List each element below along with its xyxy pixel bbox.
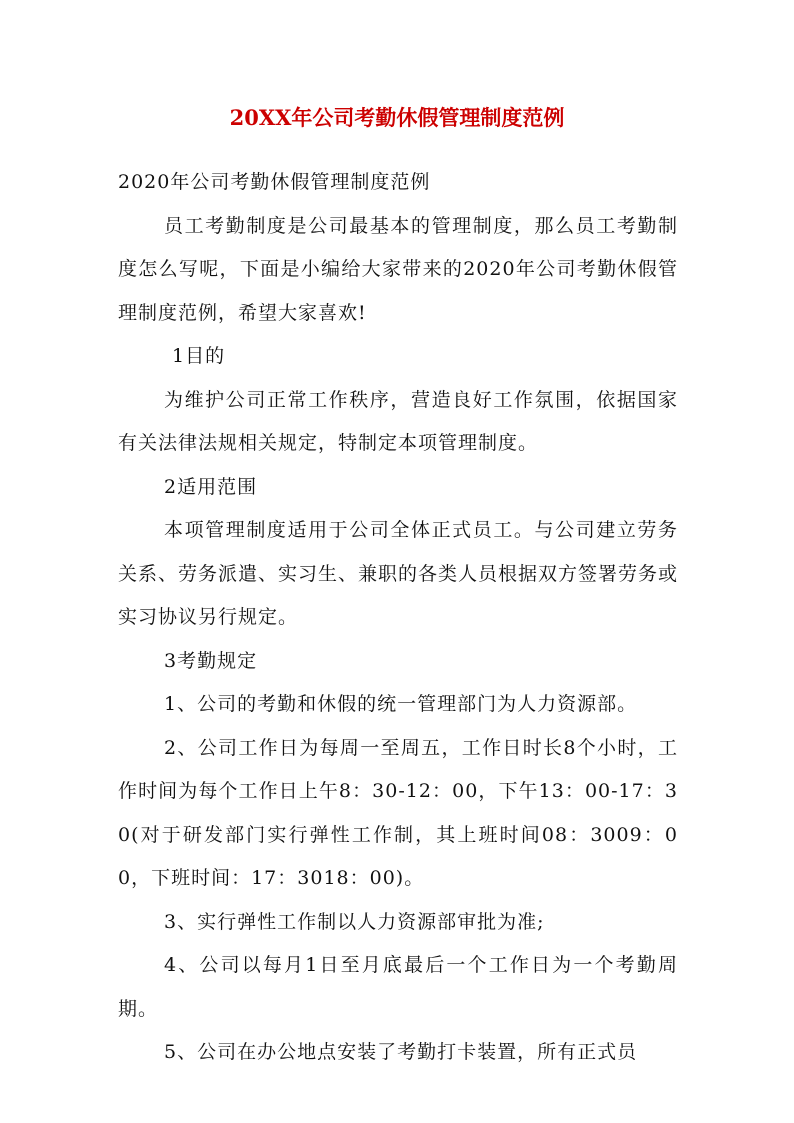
rule-item: 5、公司在办公地点安装了考勤打卡装置，所有正式员 bbox=[164, 1041, 638, 1063]
section-heading-attendance: 3考勤规定 bbox=[164, 649, 258, 672]
document-body bbox=[118, 161, 678, 1075]
section-heading-purpose: 1目的 bbox=[172, 345, 226, 367]
rule-item: 1、公司的考勤和休假的统一管理部门为人力资源部。 bbox=[164, 693, 638, 715]
document-title: 20XX年公司考勤休假管理制度范例 bbox=[229, 105, 565, 130]
paragraph-intro: 员工考勤制度是公司最基本的管理制度，那么员工考勤制度怎么写呢，下面是小编给大家带来的2020年公司考勤休假管理制度范例，希望大家喜欢! bbox=[118, 214, 678, 324]
rule-item: 2、公司工作日为每周一至周五，工作日时长8个小时，工作时间为每个工作日上午8：30-12：00，下午13：00-17：30(对于研发部门实行弹性工作制，其上班时间08：3009：00，下班时间：17：3018：00)。 bbox=[118, 736, 678, 889]
paragraph-purpose: 为维护公司正常工作秩序，营造良好工作氛围，依据国家有关法律法规相关规定，特制定本项管理制度。 bbox=[118, 388, 678, 454]
paragraph-subtitle: 2020年公司考勤休假管理制度范例 bbox=[118, 171, 431, 193]
paragraph-scope: 本项管理制度适用于公司全体正式员工。与公司建立劳务关系、劳务派遣、实习生、兼职的各类人员根据双方签署劳务或实习协议另行规定。 bbox=[118, 519, 679, 628]
rule-item: 3、实行弹性工作制以人力资源部审批为准; bbox=[164, 910, 545, 933]
rule-item: 4、公司以每月1日至月底最后一个工作日为一个考勤周期。 bbox=[118, 954, 678, 1020]
section-heading-scope: 2适用范围 bbox=[164, 475, 258, 498]
